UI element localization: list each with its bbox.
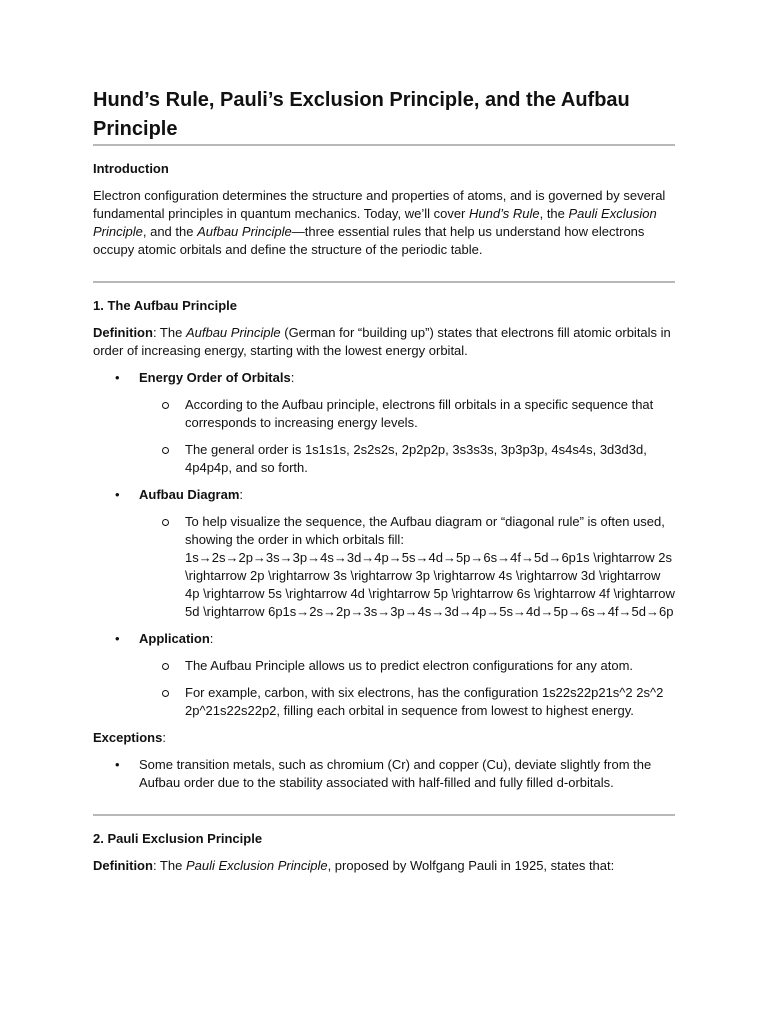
- intro-heading: Introduction: [93, 161, 169, 176]
- divider: [93, 281, 675, 283]
- exceptions-list: [93, 756, 675, 792]
- list-item-text: The general order is 1s1s1s, 2s2s2s, 2p2p2p, 3s3s3s, 3p3p3p, 4s4s4s, 3d3d3d, 4p4p4p, and so forth.: [185, 442, 647, 475]
- bullet-icon: •: [115, 757, 120, 772]
- aufbau-list: [93, 369, 675, 720]
- diagram-sublist: [93, 513, 675, 621]
- pauli-heading: 2. Pauli Exclusion Principle: [93, 831, 263, 846]
- sub-list-item: [139, 396, 675, 432]
- aufbau-term: Aufbau Principle: [197, 224, 292, 239]
- pauli-definition: [93, 857, 675, 875]
- aufbau-diagram-label: Aufbau Diagram: [139, 487, 240, 502]
- bullet-icon: •: [115, 370, 120, 385]
- list-item-text: Some transition metals, such as chromium (Cr) and copper (Cu), deviate slightly from the Aufbau order due to the stability associated with half-filled and fully filled d-orbitals.: [139, 757, 652, 790]
- application-label: Application: [139, 631, 210, 646]
- exceptions-label: Exceptions: [93, 730, 163, 745]
- document-title: Hund’s Rule, Pauli’s Exclusion Principle, and the Aufbau Principle: [93, 89, 630, 140]
- energy-order-label: Energy Order of Orbitals: [139, 370, 291, 385]
- hollow-bullet-icon: [162, 402, 169, 409]
- exceptions-heading: [93, 729, 675, 747]
- definition-text: , proposed by Wolfgang Pauli in 1925, states that:: [327, 858, 615, 873]
- aufbau-heading: 1. The Aufbau Principle: [93, 298, 237, 313]
- pauli-term: Pauli Exclusion Principle: [185, 858, 328, 873]
- hollow-bullet-icon: [162, 663, 169, 670]
- energy-order-sublist: [93, 396, 675, 477]
- definition-text: : The: [152, 325, 186, 340]
- hollow-bullet-icon: [162, 519, 169, 526]
- sub-list-item: [139, 441, 675, 477]
- list-item: [93, 369, 675, 477]
- sub-list-item: [139, 657, 675, 675]
- label-colon: :: [290, 370, 295, 385]
- orbital-sequence: 1s→2s→2p→3s→3p→4s→3d→4p→5s→4d→5p→6s→4f→5d→6p1s \rightarrow 2s \rightarrow 2p \rightarrow 3s \rightarrow 3p \rightarrow 4s \rightarrow 3d \rightarrow 4p \rightarrow 5s \rightarrow 4d \rightarrow 5p \rightarrow 6s \rightarrow 4f \rightarrow 5d \rightarrow 6p1s→2s→2p→3s→3p→4s→3d→4p→5s→4d→5p→6s→4f→5d→6p: [185, 550, 675, 619]
- aufbau-term: Aufbau Principle: [185, 325, 281, 340]
- list-item: [93, 630, 675, 720]
- aufbau-definition: [93, 324, 675, 360]
- label-colon: :: [162, 730, 166, 745]
- definition-label: Definition: [93, 325, 153, 340]
- label-colon: :: [209, 631, 214, 646]
- list-item-text: To help visualize the sequence, the Aufbau diagram or “diagonal rule” is often used, showing the order in which orbitals fill:: [185, 514, 665, 547]
- intro-paragraph: [93, 187, 675, 259]
- bullet-icon: •: [115, 631, 120, 646]
- intro-text: , the: [539, 206, 569, 221]
- list-item: [93, 756, 675, 792]
- application-sublist: [93, 657, 675, 720]
- bullet-icon: •: [115, 487, 120, 502]
- intro-text: , and the: [142, 224, 198, 239]
- definition-text: : The: [152, 858, 186, 873]
- label-colon: :: [239, 487, 244, 502]
- divider: [93, 814, 675, 816]
- list-item: [93, 486, 675, 621]
- hollow-bullet-icon: [162, 447, 169, 454]
- sub-list-item: [139, 684, 675, 720]
- hollow-bullet-icon: [162, 690, 169, 697]
- definition-text: (German for “building up”) states that electrons fill atomic orbitals in order of increasing energy, starting with the lowest energy orbital.: [93, 325, 671, 358]
- intro-text: —three essential rules that help us understand how electrons occupy atomic orbitals and define the structure of the periodic table.: [93, 224, 645, 257]
- list-item-text: The Aufbau Principle allows us to predict electron configurations for any atom.: [185, 658, 634, 673]
- definition-label: Definition: [93, 858, 153, 873]
- list-item-text: For example, carbon, with six electrons, has the configuration 1s22s22p21s^2 2s^2 2p^21s22s22p2, filling each orbital in sequence from lowest to highest energy.: [185, 685, 664, 718]
- hund-term: Hund’s Rule: [469, 206, 540, 221]
- sub-list-item: [139, 513, 675, 621]
- divider: [93, 144, 675, 146]
- list-item-text: According to the Aufbau principle, electrons fill orbitals in a specific sequence that corresponds to increasing energy levels.: [185, 397, 654, 430]
- pauli-term: Pauli Exclusion Principle: [93, 206, 657, 239]
- intro-text: Electron configuration determines the structure and properties of atoms, and is governed by several fundamental principles in quantum mechanics. Today, we’ll cover: [93, 188, 666, 221]
